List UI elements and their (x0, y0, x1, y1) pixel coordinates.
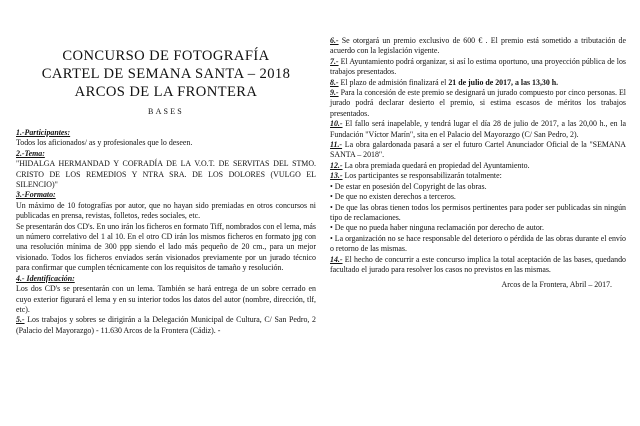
bullet-2: • De que no existen derechos a terceros. (330, 192, 456, 202)
section-8 (330, 78, 626, 88)
section-3-text-2: Se presentarán dos CD's. En uno irán los ficheros en formato Tiff, nombrados con el lema, más un número correlativo del 1 al 10. En el otro CD irán los mismos ficheros en formato jpg con una resolución mínima de 300 ppp siendo el lado más pequeño de 20 cm., para un mejor visionado. Todos los ficheros enviados serán visionados previamente por un jurado técnico para confirmar que cumplen técnicamente con los requisitos de tamaño y resolución. (16, 221, 316, 273)
section-8-number: 8.- (330, 77, 339, 87)
section-12-text: La obra premiada quedará en propiedad del Ayuntamiento. (342, 160, 530, 170)
bases-subtitle: BASES (148, 107, 184, 116)
section-5-text: Los trabajos y sobres se dirigirán a la Delegación Municipal de Cultura, C/ San Pedro, 2 (Palacio del Mayorazgo) - 11.630 Arcos de la Frontera (Cádiz). - (16, 315, 316, 335)
section-3-text-1: Un máximo de 10 fotografías por autor, que no hayan sido premiadas en otros concursos ni publicadas en prensa, revistas, folletos, redes sociales, etc. (16, 200, 316, 221)
bullet-5: • La organización no se hace responsable del deterioro o pérdida de las obras durante el envío o retorno de las mismas. (330, 233, 626, 254)
section-5 (16, 315, 316, 336)
section-11-text: La obra galardonada pasará a ser el futuro Cartel Anunciador Oficial de la "SEMANA SANTA – 2018". (330, 140, 626, 160)
title-line-3: ARCOS DE LA FRONTERA (74, 84, 258, 100)
section-4-heading: 4.- Identificación: (16, 273, 75, 283)
section-10-number: 10.- (330, 119, 343, 129)
bullet-1: • De estar en posesión del Copyright de las obras. (330, 181, 487, 191)
bullet-3: • De que las obras tienen todos los permisos pertinentes para poder ser publicadas sin ningún tipo de reclamaciones. (330, 202, 626, 222)
section-3-heading: 3.-Formato: (16, 190, 56, 200)
section-6-number: 6.- (330, 36, 339, 45)
section-8-text: El plazo de admisión finalizará el (338, 77, 449, 87)
section-2-text: "HIDALGA HERMANDAD Y COFRADÍA DE LA V.O.T. DE SERVITAS DEL STMO. CRISTO DE LOS REMEDIOS Y NTRA SRA. DE LOS DOLORES (VULGO EL SILENCIO)" (16, 159, 316, 190)
section-7 (330, 57, 626, 78)
section-12-number: 12.- (330, 160, 343, 170)
section-7-text: El Ayuntamiento podrá organizar, si así lo estima oportuno, una proyección pública de los trabajos presentados. (330, 56, 626, 77)
section-12 (330, 161, 626, 171)
section-6 (330, 36, 626, 57)
section-13 (330, 171, 626, 181)
right-body (330, 36, 626, 291)
signature-line: Arcos de la Frontera, Abril – 2017. (501, 280, 612, 290)
section-13-number: 13.- (330, 171, 343, 181)
section-7-number: 7.- (330, 56, 339, 66)
section-9 (330, 88, 626, 119)
title-line-2: CARTEL DE SEMANA SANTA – 2018 (41, 66, 291, 82)
section-1-text: Todos los aficionados/ as y profesionales que lo deseen. (16, 138, 193, 148)
section-14-number: 14.- (330, 254, 343, 264)
section-11 (330, 140, 626, 161)
section-10 (330, 119, 626, 140)
section-14-text: El hecho de concurrir a este concurso implica la total aceptación de las bases, quedando facultado el jurado para resolver los casos no previstos en las mismas. (330, 254, 626, 274)
section-5-number: 5.- (16, 315, 25, 325)
section-4-text: Los dos CD's se presentarán con un lema. También se hará entrega de un sobre cerrado en cuyo exterior figurará el lema y en su interior todos los datos del autor (nombre, dirección, tlf, etc). (16, 284, 316, 314)
section-9-number: 9.- (330, 88, 339, 98)
section-10-text: El fallo será inapelable, y tendrá lugar el día 28 de julio de 2017, a las 20,00 h., en la Fundación "Víctor Marín", sita en el Palacio del Mayorazgo (C/ San Pedro, 2). (330, 119, 626, 139)
section-14 (330, 255, 626, 276)
bullet-4: • De que no pueda haber ninguna reclamación por derecho de autor. (330, 223, 544, 233)
section-1-heading: 1.-Participantes: (16, 128, 71, 137)
title-line-1: CONCURSO DE FOTOGRAFÍA (62, 48, 270, 64)
section-6-text: Se otorgará un premio exclusivo de 600 € . El premio está sometido a tributación de acuerdo con la legislación vigente. (330, 36, 626, 56)
deadline-date: 21 de julio de 2017, a las 13,30 h. (448, 77, 559, 87)
section-9-text: Para la concesión de este premio se designará un jurado compuesto por cinco personas. El jurado podrá declarar desierto el premio, si estima escasos de méritos los trabajos presentados. (330, 88, 626, 118)
section-11-number: 11.- (330, 140, 343, 150)
left-body (16, 128, 316, 336)
section-13-text: Los participantes se responsabilizarán totalmente: (342, 171, 502, 181)
section-2-heading: 2.-Tema: (16, 148, 45, 158)
